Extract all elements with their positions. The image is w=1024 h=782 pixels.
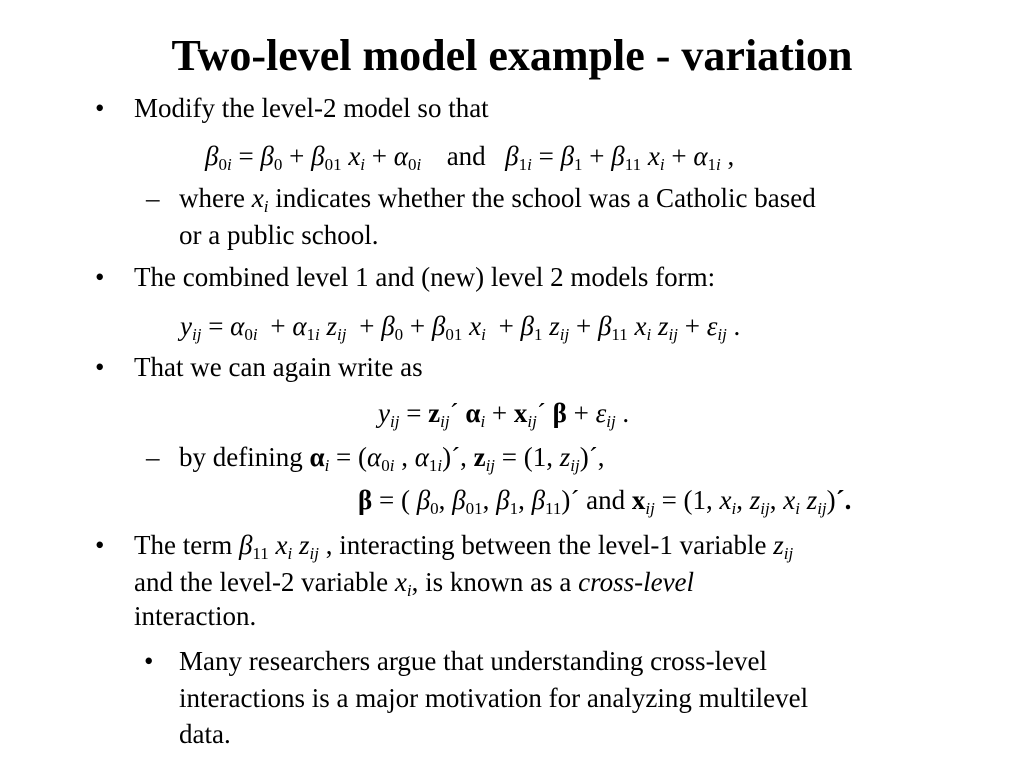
bullet-researchers-line2: interactions is a major motivation for analyzing multilevel <box>179 683 809 713</box>
equation-combined-model: $y_{ij} = \alpha_{0i} + \alpha_{1i}$ $z_{ij} + \beta_0 + \beta_{01}$ $x_i + \beta_1$ $z_{ij} + \beta_{11}$ $x_i$ $z_{ij} + \varepsilon_{ij}$ . <box>180 311 741 344</box>
equation-and: and <box>446 141 486 171</box>
dash-marker: – <box>146 442 160 472</box>
sub-bullet-where-xi-line2: or a public school. <box>179 220 379 250</box>
bullet-marker: • <box>95 93 105 123</box>
dash-marker: – <box>146 183 160 213</box>
bullet-marker: • <box>95 530 105 560</box>
sub-bullet-where-xi: where $x_i$ indicates whether the school was a Catholic based <box>179 183 816 216</box>
sub-bullet-by-defining: by defining $\alpha_i = (\alpha_{0i}$ , $\alpha_{1i})´$, $z_{ij} = (1$, $z_{ij})´$, <box>179 442 605 475</box>
equation-beta-x-definition: β = ( $\beta_0$, $\beta_{01}$, $\beta_1$, $\beta_{11})´$ and $x_{ij} = (1$, $x_i$, $z_{ij}$, $x_i$ $z_{ij})´$. <box>358 485 852 518</box>
bullet-write-as: That we can again write as <box>134 352 423 382</box>
bullet-marker: • <box>95 352 105 382</box>
equation-level2-model: $\beta_{0i} = \beta_0 + \beta_{01}$ $x_i + \alpha_{0i}$ and $\beta_{1i} = \beta_1 + \beta_{11}$ $x_i + \alpha_{1i}$ , <box>205 141 735 174</box>
bullet-marker: • <box>95 262 105 292</box>
bullet-cross-level-term-line2: and the level-2 variable $x_i$, is known as a cross-level <box>134 567 695 600</box>
bullet-marker: • <box>144 646 154 676</box>
equation-matrix-form: $y_{ij}$ = $z_{ij}´$ $\alpha_i$ + $x_{ij}´$ $\beta + \varepsilon_{ij}$ . <box>378 398 630 431</box>
bullet-cross-level-term-line3: interaction. <box>134 601 257 631</box>
bullet-cross-level-term: The term $\beta_{11}$ $x_i$ $z_{ij}$ , interacting between the level-1 variable $z_{ij}$ <box>134 530 794 563</box>
bullet-researchers-line1: Many researchers argue that understanding cross-level <box>179 646 768 676</box>
bullet-researchers-line3: data. <box>179 719 231 749</box>
bullet-modify-level2: Modify the level-2 model so that <box>134 93 489 123</box>
bullet-combined-models: The combined level 1 and (new) level 2 models form: <box>134 262 716 292</box>
page-title: Two-level model example - variation <box>171 31 853 80</box>
